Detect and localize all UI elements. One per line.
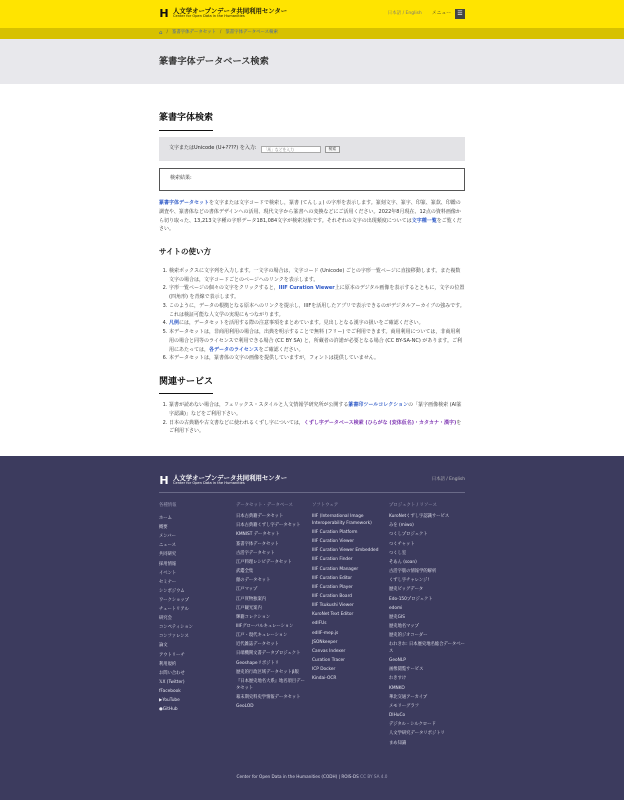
list-item: 5. 本データセットは，非商用利用の場合は，出典を明示することで無料 (フリー) でご利用できます。商用利用については，非商用利用の場合と同等のライセンスで利用できる場合 (CC BY SA) と，所蔵者の許諾が必要となる場合 (CC BY-SA-NC) があります。ご利用にあたっては，各データのライセンスをご確認ください。 (169, 328, 465, 354)
codh-logo-icon: H (159, 473, 169, 487)
social-link[interactable] (159, 705, 229, 714)
footer-link[interactable]: 利用規約 (159, 661, 177, 667)
list-item: 1. 検索ボックスに文字列を入力します。一文字の場合は，文字コード (Unicode) ごとの字形一覧ページに直接移動します。また複数文字の場合は，文字コードごとのページへのリンクを表示します。 (169, 267, 465, 285)
list-item: 3. このように，データの根拠となる原本へのリンクを提示し，IIIFを活用したアプリで表示できるのがデジタルアーカイブの強みです。これは検証可能な人文学の実現にもつながります。 (169, 302, 465, 320)
footer-link[interactable]: IIIF Curation Editor (312, 575, 353, 581)
tensho-tool-link[interactable]: 篆書印ツールコレクション (348, 402, 409, 409)
footer-link[interactable]: コンペティション (159, 625, 193, 631)
social-link[interactable] (159, 696, 229, 705)
footer-link[interactable]: IIIF Curation Player (312, 584, 353, 590)
search-input[interactable] (261, 146, 321, 153)
footer-link[interactable]: アウトリーチ (159, 652, 185, 658)
menu-label[interactable]: メニュー (431, 10, 451, 16)
title-band (0, 39, 624, 84)
github-icon: ● (159, 707, 163, 713)
logo-title-jp: 人文学オープンデータ共同利用センター (173, 6, 288, 15)
main-content (0, 84, 465, 436)
footer-link[interactable]: れきすけ (389, 676, 407, 682)
footer-link[interactable]: 人文学研究データリポジトリ (389, 731, 445, 737)
breadcrumb-separator: / (219, 30, 222, 36)
license-link[interactable]: 各データのライセンス (209, 346, 259, 353)
footer-col-heading: 各種情報 (159, 503, 177, 508)
social-link[interactable] (159, 687, 229, 696)
site-header (0, 0, 624, 28)
home-icon[interactable]: ⌂ (159, 29, 163, 36)
search-section-title: 篆書字体検索 (159, 112, 213, 131)
search-label: 文字またはUnicode (U+????) を入力: (169, 145, 257, 152)
footer-link[interactable]: KuroNetくずし字認識サービス (389, 514, 450, 520)
footer-link[interactable]: IIIF Curation Viewer (312, 539, 354, 545)
footer-link[interactable]: メモリーグラフ (389, 703, 420, 709)
footer-link[interactable]: 歴史地名マップ (389, 623, 419, 629)
footer-link[interactable]: 研究会 (159, 616, 172, 622)
social-link[interactable] (159, 678, 229, 687)
footer-logo-jp: 人文学オープンデータ共同利用センター (173, 473, 288, 482)
copyright-license[interactable]: CC BY SA 4.0 (360, 774, 388, 779)
footer-link[interactable]: 江戸料理レシピデータセット (236, 559, 292, 565)
intro-text-2: をご覧ください。 (159, 217, 462, 233)
footer-link-list (159, 514, 229, 678)
footer-link[interactable]: イベント (159, 570, 177, 576)
site-footer (0, 456, 624, 800)
footer-link[interactable]: そあん (soan) (389, 559, 417, 565)
intro-paragraph (159, 199, 465, 234)
footer-link[interactable]: くずし字チャレンジ! (389, 578, 430, 584)
social-label: YouTube (162, 697, 180, 703)
footer-link[interactable]: 輝籍コレクション (236, 614, 271, 620)
howto-list (159, 267, 465, 363)
footer-link[interactable]: GeoLOD (236, 703, 254, 709)
footer-link[interactable]: 共同研究 (159, 552, 177, 558)
footer-col-datasets (236, 501, 308, 713)
intro-text-1: を文字または文字コードで検索し，篆書 (てんしょ) の字形を表示します。篆刻文字、篆字、印篆、篆款、印鑑の調査や、篆書体などの書体デザインへの活用、現代文字から篆書への変換などにご活用ください。2022年8月現在、12点の資料画像から切り取った、13,213文字種の字形データ181,084文字が検索対象です。それぞれの文字の出現頻度については (159, 200, 461, 224)
footer-link[interactable]: つくし室 (389, 550, 407, 556)
footer-link[interactable]: ICP Docker (312, 667, 336, 673)
footer-col-software (312, 501, 384, 686)
social-label: X (Twitter) (162, 679, 185, 685)
page-title: 篆書字体データベース検索 (159, 55, 269, 67)
footer-col-heading: プロジェクト / リソース (389, 503, 437, 508)
footer-link[interactable]: デジタル・シルクロード (389, 722, 436, 728)
footer-link[interactable]: 古活字版の情報学的解析 (389, 569, 437, 575)
footer-link[interactable]: 篆書字体データセット (236, 541, 279, 547)
footer-col-heading: ソフトウェア (312, 503, 339, 508)
footer-link-list (236, 514, 308, 710)
footer-link[interactable]: Kindai-OCR (312, 676, 337, 682)
footer-link[interactable]: メンバー (159, 534, 176, 540)
footer-link[interactable]: コンファレンス (159, 634, 189, 640)
copyright (0, 774, 624, 780)
footer-link[interactable]: KMNIST データセット (236, 532, 280, 538)
result-label: 検索結果: (170, 175, 192, 182)
footer-link[interactable]: 概要 (159, 525, 168, 531)
search-button[interactable]: 検索 (325, 146, 341, 153)
footer-link[interactable]: IIIF Tsukushi Viewer (312, 603, 354, 609)
footer-logo-en: Center for Open Data in the Humanities (173, 480, 245, 485)
footer-col-info (159, 501, 229, 714)
footer-link[interactable]: Geoshapeリポジトリ (236, 660, 280, 666)
footer-link[interactable]: 日本古典籍くずし字データセット (236, 523, 301, 529)
footer-link[interactable]: IIIF Curation Manager (312, 566, 359, 572)
breadcrumb-separator: / (166, 30, 168, 36)
footer-link[interactable]: 論文 (159, 643, 168, 649)
footer-link[interactable]: Edo-150プロジェクト (389, 596, 433, 602)
footer-link[interactable]: ニュース (159, 543, 176, 549)
footer-link[interactable]: 武鑑全集 (236, 569, 254, 575)
footer-logo[interactable] (159, 474, 287, 486)
footer-col-projects (389, 501, 467, 750)
footer-link[interactable]: IIIF (International Image Interoperability Framework) (312, 514, 372, 526)
breadcrumb-item-search[interactable]: 篆書字体データベース検索 (225, 30, 278, 36)
footer-link[interactable]: IIIF Curation Finder (312, 557, 353, 563)
howto-title: サイトの使い方 (159, 247, 211, 257)
footer-link[interactable]: 歴史的ジオコーダー (389, 633, 428, 639)
facebook-icon: f (159, 688, 161, 694)
breadcrumb (0, 28, 624, 39)
breadcrumb-item-dataset[interactable]: 篆書字体データセット (171, 30, 216, 36)
footer-link[interactable]: Canvas Indexer (312, 648, 346, 654)
social-label: GitHub (162, 707, 178, 713)
footer-link[interactable]: 『日本歴史地名大系』地名項目データセット (236, 678, 305, 691)
codh-logo-icon: H (159, 6, 169, 20)
footer-col-heading: データセット・データベース (236, 503, 293, 508)
list-item: 2. 日本の古典籍や古文書などに使われるくずし字については，くずし字データベース検索 (ひらがな (変体仮名)・カタカナ・漢字)をご利用下さい。 (169, 419, 465, 437)
footer-link-list (389, 514, 467, 747)
site-logo[interactable] (159, 7, 287, 19)
footer-link[interactable]: 日本古典籍データセット (236, 514, 284, 520)
header-right (388, 9, 465, 19)
footer-link[interactable]: 古活字データセット (236, 550, 275, 556)
footer-link[interactable]: 顔のデータセット (236, 578, 271, 584)
footer-link[interactable]: DIHuCo (389, 713, 406, 719)
list-item: 2. 字形一覧ページの個々の文字をクリックすると，IIIF Curation Viewer上に原本のデジタル画像を表示するとともに，文字の位置 (四角形) を青線で表示します。 (169, 284, 465, 302)
footer-link-list (312, 514, 384, 683)
footer-link[interactable]: KuroNet Text Editor (312, 612, 354, 618)
footer-link[interactable]: 江戸買物独案内 (236, 596, 267, 602)
dataset-link[interactable]: 篆書字体データセット (159, 200, 210, 207)
footer-link[interactable]: つくチャット (389, 541, 415, 547)
footer-link[interactable]: シンポジウム (159, 588, 185, 594)
footer-link[interactable]: ワークショップ (159, 597, 189, 603)
footer-link[interactable]: IIIFグローバルキュレーション (236, 623, 294, 629)
iiif-viewer-link[interactable]: IIIF Curation Viewer (278, 285, 335, 292)
social-links (159, 678, 229, 714)
footer-link[interactable]: まめ知識 (389, 740, 407, 746)
footer-link[interactable]: お問い合わせ (159, 670, 185, 676)
related-title: 関連サービス (159, 376, 213, 394)
footer-link[interactable]: 歴史ビッグデータ (389, 587, 424, 593)
footer-link[interactable]: 幕末期史料史学情報データセット (236, 694, 301, 700)
footer-link[interactable]: 歴史GIS (389, 614, 405, 620)
footer-divider (159, 492, 465, 493)
footer-link[interactable]: 歴史的行政区域データセットβ版 (236, 669, 299, 675)
footer-link[interactable]: GeoNLP (389, 658, 406, 664)
footer-link[interactable]: JSONkeeper (312, 639, 338, 645)
footer-link[interactable]: ホーム (159, 516, 172, 522)
logo-title-en: Center for Open Data in the Humanities (173, 13, 245, 18)
social-label: Facebook (160, 688, 181, 694)
kuzushiji-db-link[interactable]: くずし字データベース検索 (ひらがな (変体仮名)・カタカナ・漢字) (303, 419, 457, 426)
footer-link[interactable]: IIIF Curation Platform (312, 529, 358, 535)
search-results (159, 168, 465, 191)
legend-link[interactable]: 凡例 (169, 320, 180, 327)
logo-text (173, 8, 287, 19)
footer-link[interactable]: つくしプロジェクト (389, 532, 428, 538)
footer-link[interactable]: 江戸マップ (236, 587, 258, 593)
footer-link[interactable]: セミナー (159, 579, 177, 585)
footer-link[interactable]: 画像閲覧サービス (389, 667, 424, 673)
language-switch[interactable]: 日本語 / English (387, 10, 422, 16)
related-list (159, 401, 465, 436)
footer-link[interactable]: 近代雑誌データセット (236, 642, 279, 648)
footer-link[interactable]: 江戸観光案内 (236, 605, 262, 611)
footer-link[interactable]: 採用情報 (159, 561, 177, 567)
x-twitter-icon: 𝕏 (159, 679, 163, 685)
footer-link[interactable]: IIIF Curation Viewer Embedded (312, 548, 379, 554)
footer-link[interactable]: edomi (389, 605, 403, 611)
search-form (159, 137, 465, 161)
character-list-link[interactable]: 文字種一覧 (411, 217, 437, 224)
footer-link[interactable]: みを (miwo) (389, 523, 414, 529)
copyright-main[interactable]: Center for Open Data in the Humanities (CODH) | ROIS-DS (236, 774, 359, 779)
footer-link[interactable]: 日端機関文書データプロジェクト (236, 651, 301, 657)
hamburger-icon[interactable]: ☰ (455, 9, 465, 19)
footer-link[interactable]: チュートリアル (159, 607, 189, 613)
footer-link[interactable]: edIFUs (312, 621, 327, 627)
footer-language-switch[interactable]: 日本語 / English (431, 477, 465, 482)
youtube-icon: ▶ (159, 697, 163, 703)
footer-link[interactable]: IIIF Curation Board (312, 594, 352, 599)
list-item: 6. 本データセットは，篆書体の文字の画像を提供していますが，フォントは提供していません。 (169, 354, 465, 363)
footer-link[interactable]: edIIF-mep.js (312, 630, 339, 636)
footer-link[interactable]: われきれ: 日本歴史地名総合データベース (389, 642, 465, 654)
footer-link[interactable]: 華北交通アーカイブ (389, 694, 428, 700)
footer-link[interactable]: KMNKO (389, 685, 405, 691)
list-item: 1. 篆書が読めない場合は，フェリックス・スタイルと人文情報学研究所が公開する篆書印ツールコレクションの「篆字画像検索 (AI篆字認識)」などをご利用下さい。 (169, 401, 465, 419)
footer-link[interactable]: 江戸・現代キュレーション (236, 633, 288, 639)
footer-link[interactable]: Curation Tracer (312, 658, 345, 664)
list-item: 4. 凡例には，データセットを活用する際の注意事項をまとめています。見出しとなる漢字の扱いをご確認ください。 (169, 319, 465, 328)
